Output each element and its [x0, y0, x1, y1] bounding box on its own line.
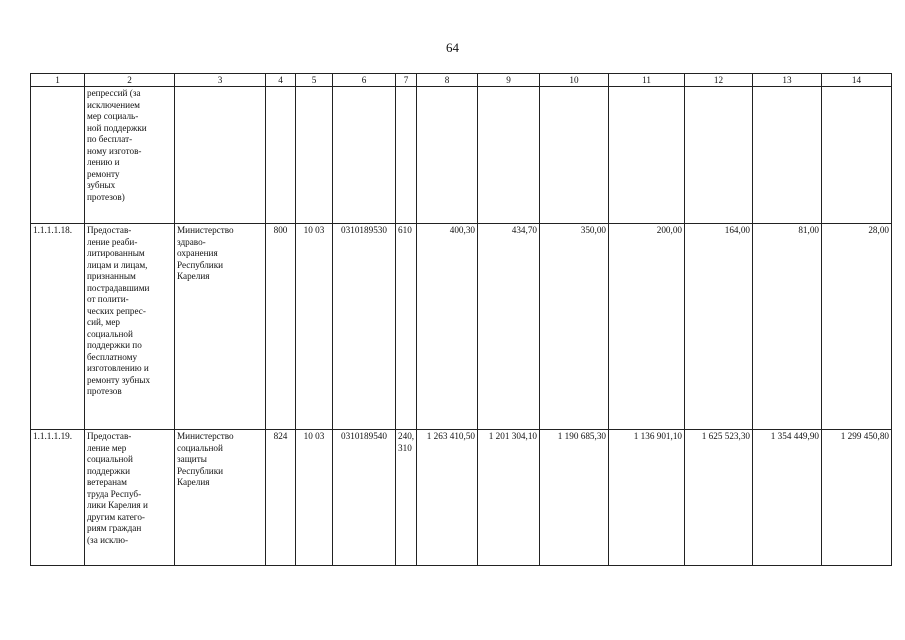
name-line: ветеранам [87, 477, 127, 487]
cell-grbs [266, 87, 296, 224]
name-line: ление реаби- [87, 236, 138, 247]
column-header-1: 1 [31, 74, 85, 87]
cell-value: 1 190 685,30 [540, 430, 609, 566]
name-line: ление мер [87, 442, 127, 453]
column-header-14: 14 [822, 74, 892, 87]
cell-value [822, 87, 892, 224]
cell-value [478, 87, 540, 224]
cell-value: 1 201 304,10 [478, 430, 540, 566]
cell-csr: 0310189530 [333, 224, 396, 430]
name-line: ной поддержки [87, 122, 147, 133]
cell-rz-pr: 10 03 [296, 224, 333, 430]
cell-grbs: 824 [266, 430, 296, 566]
name-line: лению и [87, 157, 120, 167]
cell-value: 1 299 450,80 [822, 430, 892, 566]
name-line: протезов [87, 386, 122, 396]
executor-line: здраво- [177, 236, 206, 247]
name-line: лики Карелия и [87, 500, 148, 510]
cell-name [85, 87, 175, 224]
name-line: литированным [87, 248, 145, 258]
cell-value: 1 136 901,10 [609, 430, 685, 566]
cell-code: 1.1.1.1.18. [31, 224, 85, 430]
name-line: ному изготов- [87, 145, 142, 156]
name-line: социальной [87, 454, 133, 464]
cell-executor [175, 224, 266, 430]
name-line: изготовлению и [87, 363, 149, 373]
cell-value: 81,00 [753, 224, 822, 430]
cell-value [753, 87, 822, 224]
name-line: поддержки по [87, 340, 142, 350]
cell-value [417, 87, 478, 224]
name-line: Предостав- [87, 431, 132, 441]
table-row [31, 430, 892, 566]
column-header-8: 8 [417, 74, 478, 87]
name-line: труда Респуб- [87, 488, 142, 499]
table-row [31, 224, 892, 430]
name-line: бесплатному [87, 351, 138, 362]
cell-value: 28,00 [822, 224, 892, 430]
executor-line: Республики [177, 259, 224, 270]
cell-value: 1 263 410,50 [417, 430, 478, 566]
executor-line: Министерство [177, 431, 234, 441]
cell-code: 1.1.1.1.19. [31, 430, 85, 566]
cell-code [31, 87, 85, 224]
cell-value: 1 354 449,90 [753, 430, 822, 566]
budget-table [30, 73, 892, 566]
name-line: риям граждан [87, 523, 142, 533]
cell-grbs: 800 [266, 224, 296, 430]
name-line: зубных [87, 180, 116, 190]
header-row [31, 74, 892, 87]
column-header-12: 12 [685, 74, 753, 87]
column-header-10: 10 [540, 74, 609, 87]
name-line: ческих репрес- [87, 305, 146, 316]
column-header-11: 11 [609, 74, 685, 87]
cell-value [609, 87, 685, 224]
cell-value: 164,00 [685, 224, 753, 430]
cell-value: 434,70 [478, 224, 540, 430]
name-line: репрессий (за [87, 88, 141, 98]
cell-value: 350,00 [540, 224, 609, 430]
name-line: лицам и лицам, [87, 259, 148, 270]
name-line: пострадавшими [87, 282, 150, 293]
executor-line: Министерство [177, 225, 234, 235]
vr-line: 240, [398, 431, 415, 441]
table-row-continued [31, 87, 892, 224]
name-line: (за исклю- [87, 534, 129, 545]
name-line: другим катего- [87, 511, 145, 522]
column-header-7: 7 [396, 74, 417, 87]
column-header-6: 6 [333, 74, 396, 87]
cell-value [540, 87, 609, 224]
column-header-5: 5 [296, 74, 333, 87]
vr-line: 310 [398, 442, 412, 453]
name-line: поддержки [87, 465, 130, 476]
name-line: социальной [87, 328, 133, 339]
cell-vr [396, 87, 417, 224]
column-header-13: 13 [753, 74, 822, 87]
name-line: протезов) [87, 191, 125, 202]
cell-csr: 0310189540 [333, 430, 396, 566]
name-line: сий, мер [87, 317, 120, 327]
name-line: по бесплат- [87, 134, 133, 144]
cell-vr [396, 224, 417, 430]
name-line: ремонту [87, 168, 120, 179]
cell-csr [333, 87, 396, 224]
cell-vr [396, 430, 417, 566]
cell-value [685, 87, 753, 224]
vr-line: 610 [398, 225, 412, 235]
cell-rz-pr: 10 03 [296, 430, 333, 566]
name-line: признанным [87, 271, 136, 281]
name-line: Предостав- [87, 225, 132, 235]
cell-executor [175, 87, 266, 224]
column-header-9: 9 [478, 74, 540, 87]
column-header-2: 2 [85, 74, 175, 87]
cell-name [85, 430, 175, 566]
cell-value: 200,00 [609, 224, 685, 430]
cell-name [85, 224, 175, 430]
name-line: исключением [87, 99, 140, 110]
executor-line: Карелия [177, 271, 210, 281]
executor-line: охранения [177, 248, 218, 258]
executor-line: Карелия [177, 477, 210, 487]
cell-rz-pr [296, 87, 333, 224]
name-line: мер социаль- [87, 111, 139, 121]
name-line: от полити- [87, 294, 129, 304]
executor-line: Республики [177, 465, 224, 476]
executor-line: защиты [177, 454, 207, 464]
page-number: 64 [446, 40, 459, 55]
name-line: ремонту зубных [87, 374, 151, 385]
cell-executor [175, 430, 266, 566]
column-header-3: 3 [175, 74, 266, 87]
cell-value: 1 625 523,30 [685, 430, 753, 566]
cell-value: 400,30 [417, 224, 478, 430]
column-header-4: 4 [266, 74, 296, 87]
executor-line: социальной [177, 442, 223, 453]
